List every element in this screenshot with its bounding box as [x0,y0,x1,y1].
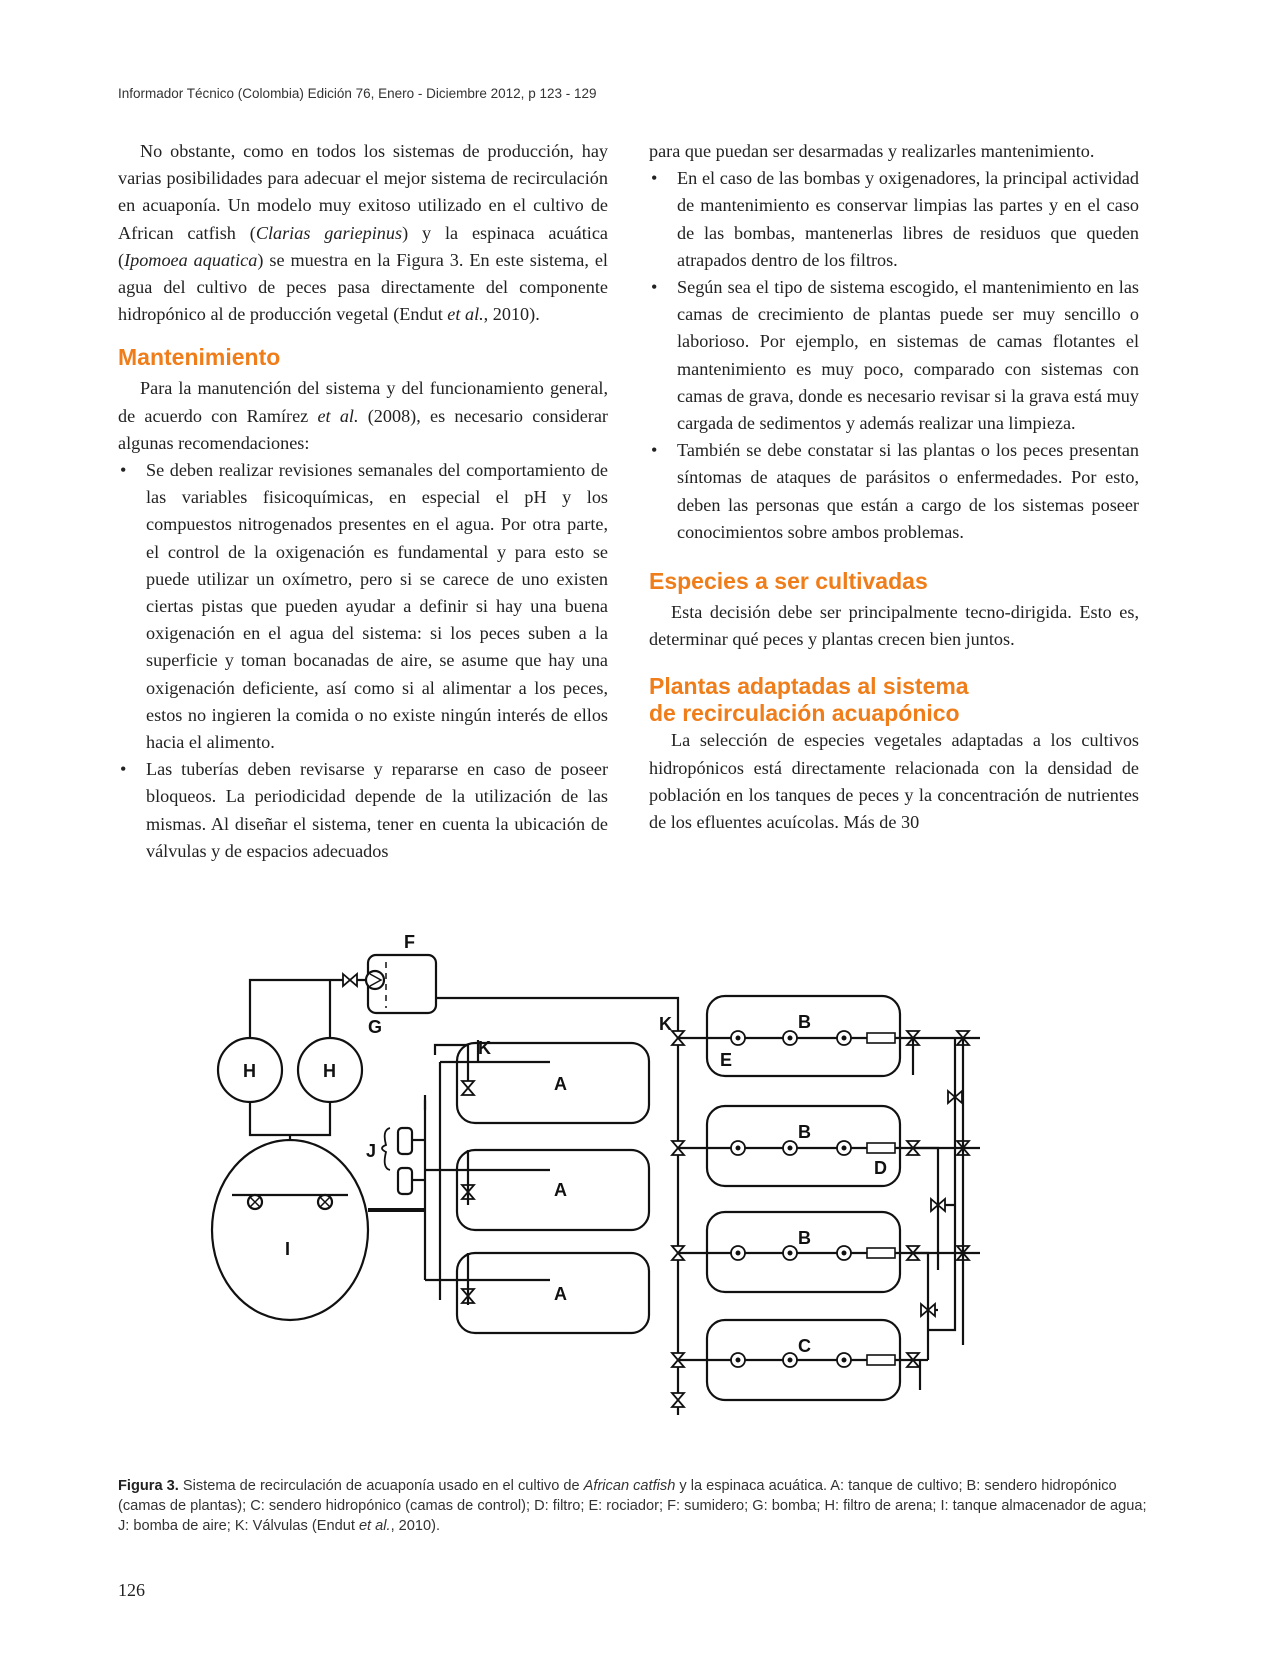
label-K: K [659,1014,672,1034]
list-item: • También se debe constatar si las plantas o los peces presentan síntomas de ataques de parásitos o enfermedades. Por esto, deben las personas que están a cargo de los sistemas poseer conocimientos sobre ambos problemas. [649,437,1139,546]
especies-paragraph: Esta decisión debe ser principalmente tecno-dirigida. Esto es, determinar qué peces y plantas crecen bien juntos. [649,602,1139,650]
label-H: H [243,1061,256,1081]
filter-2 [867,1143,895,1153]
label-K: K [478,1038,491,1058]
filter-1 [867,1033,895,1043]
label-C: C [798,1336,811,1356]
label-A: A [554,1074,567,1094]
storage-tank [212,1140,368,1320]
filter-4 [867,1355,895,1365]
recommendations-list [118,457,608,865]
label-I: I [285,1239,291,1259]
label-H: H [323,1061,336,1081]
left-column [118,138,608,865]
label-B: B [798,1012,811,1032]
page-number: 126 [118,1580,145,1600]
label-E: E [720,1050,733,1070]
species-name: Ipomoea aquatica [124,249,258,270]
list-item-continuation: para que puedan ser desarmadas y realizarles mantenimiento. [649,141,1095,161]
label-F: F [404,932,415,952]
fish-tank-2 [457,1150,649,1230]
label-A: A [554,1284,567,1304]
mantenimiento-paragraph: Para la manutención del sistema y del funcionamiento general, de acuerdo con Ramírez et al. (2008), es necesario considerar algunas recomendaciones: [118,378,608,453]
label-A: A [554,1180,567,1200]
caption-label: Figura 3. [118,1478,179,1494]
figure-3-diagram [210,932,1050,1440]
filter-3 [867,1248,895,1258]
list-item: • Según sea el tipo de sistema escogido, el mantenimiento en las camas de crecimiento de plantas puede ser muy sencillo o laborioso. Por ejemplo, en sistemas de camas flotantes el mantenimiento es muy poco, comparado con sistemas con camas de grava, donde es necesario revisar si la grava está muy cargada de sedimentos y además realizar una limpieza. [649,274,1139,437]
section-heading-especies: Especies a ser cultivadas [649,568,928,595]
species-name: Clarias gariepinus [255,222,403,243]
label-D: D [874,1158,887,1178]
plantas-paragraph: La selección de especies vegetales adaptadas a los cultivos hidropónicos está directamente relacionada con la densidad de población en los tanques de peces y la concentración de nutrientes de los efluentes acuícolas. Más de 30 [649,730,1139,833]
label-G: G [368,1017,383,1037]
label-B: B [798,1122,811,1142]
figure-caption: Figura 3. Sistema de recirculación de acuaponía usado en el cultivo de African catfish y la espinaca acuática. A: tanque de cultivo; B: sendero hidropónico (camas de plantas); C: sendero hidropónico (camas de control); D: filtro; E: rociador; F: sumidero; G: bomba; H: filtro de arena; I: tanque almacenador de agua; J: bomba de aire; K: Válvulas (Endut et al., 2010). [118,1478,1147,1534]
fish-tank-3 [457,1253,649,1333]
running-header: Informador Técnico (Colombia) Edición 76, Enero - Diciembre 2012, p 123 - 129 [118,86,597,101]
section-heading-plantas: Plantas adaptadas al sistema de recirculación acuapónico [649,673,969,727]
recommendations-list-continued [649,165,1139,546]
right-column [649,138,1139,836]
list-item: • Se deben realizar revisiones semanales del comportamiento de las variables fisicoquímicas, en especial el pH y los compuestos nitrogenados presentes en el agua. Por otra parte, el control de la oxigenación es fundamental y para esto se puede utilizar un oxímetro, pero si se carece de uno existen ciertas pistas que pueden ayudar a definir si hay una buena oxigenación en el agua del sistema: si los peces suben a la superficie y toman bocanadas de aire, se asume que hay una oxigenación deficiente, así como si al alimentar a los peces, estos no ingieren la comida o no existe ningún interés de ellos hacia el alimento. [118,457,608,756]
list-item: • En el caso de las bombas y oxigenadores, la principal actividad de mantenimiento es conservar limpias las partes y en el caso de las bombas, mantenerlas libres de residuos que queden atrapados dentro de los filtros. [649,165,1139,274]
label-B: B [798,1228,811,1248]
label-J: J [366,1141,377,1161]
section-heading-mantenimiento: Mantenimiento [118,344,281,371]
list-item: • Las tuberías deben revisarse y repararse en caso de poseer bloqueos. La periodicidad depende de la utilización de las mismas. Al diseñar el sistema, tener en cuenta la ubicación de válvulas y de espacios adecuados [118,756,608,865]
intro-paragraph: No obstante, como en todos los sistemas de producción, hay varias posibilidades para adecuar el mejor sistema de recirculación en acuaponía. Un modelo muy exitoso utilizado en el cultivo de African catfish (Clarias gariepinus) y la espinaca acuática (Ipomoea aquatica) se muestra en la Figura 3. En este sistema, el agua del cultivo de peces pasa directamente del componente hidropónico al de producción vegetal (Endut et al., 2010). [118,141,608,325]
